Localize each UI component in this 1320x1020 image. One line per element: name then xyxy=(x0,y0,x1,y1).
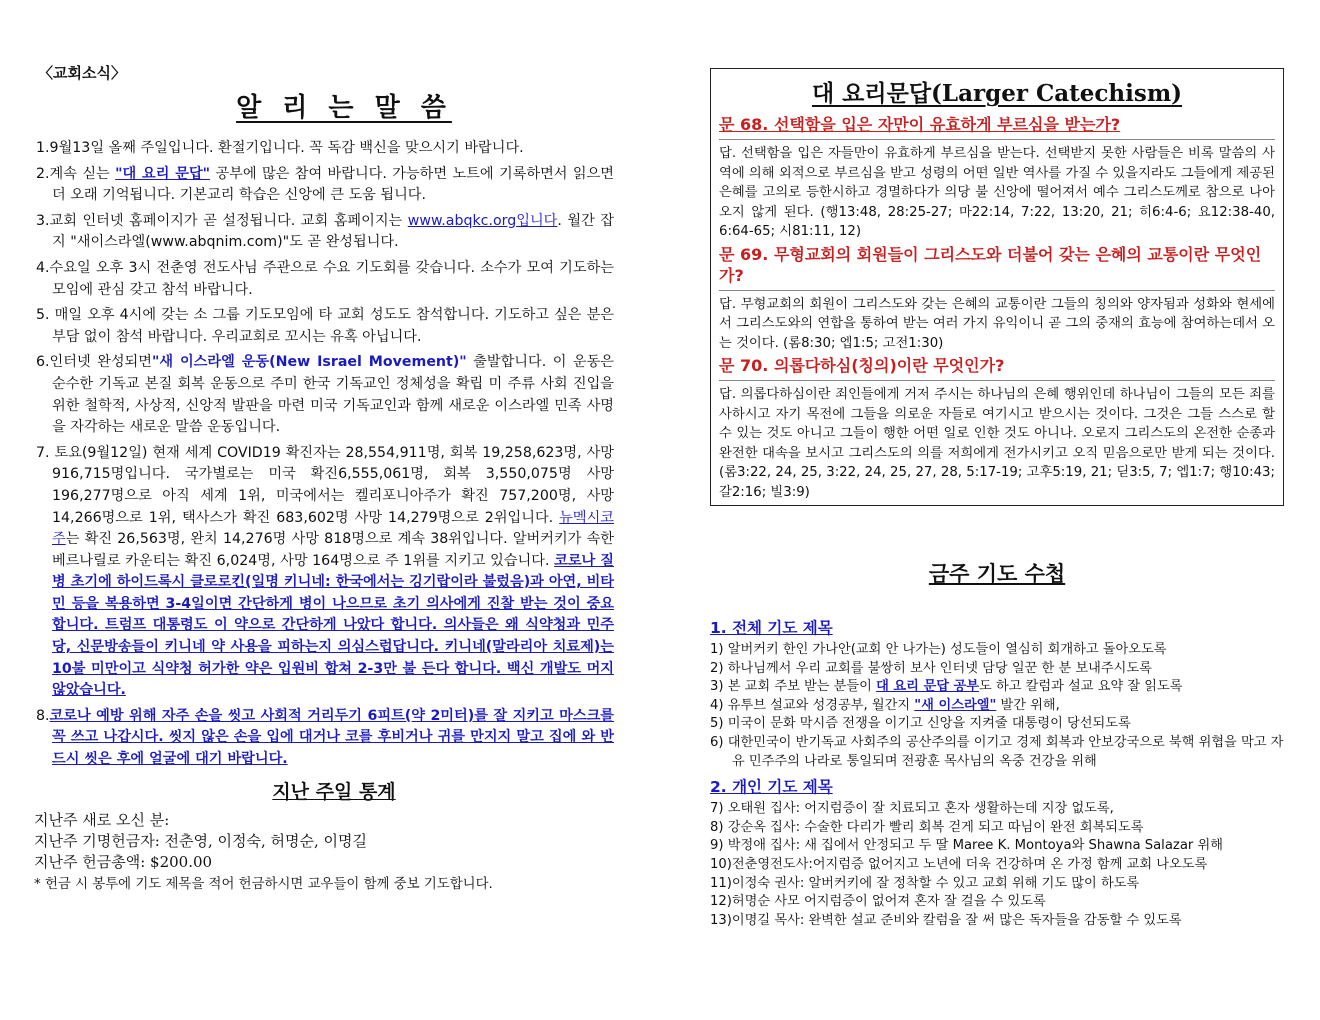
catechism-title: 대 요리문답(Larger Catechism) xyxy=(811,80,1183,107)
notice-item: 4.수요일 오후 3시 전춘영 전도사님 주관으로 수요 기도회를 갖습니다. 소수가 모여 기도하는 모임에 관심 갖고 참석 바랍니다. xyxy=(36,259,615,298)
movement-highlight: "새 이스라엘 운동(New Israel Movement)" xyxy=(151,354,467,371)
question-70: 문 70. 의롭다하심(칭의)이란 무엇인가? xyxy=(719,356,1005,375)
answer-70: 답. 의롭다하심이란 죄인들에게 거저 주시는 하나님의 은혜 행위인데 하나님이 그들의 모든 죄를 사하시고 자기 목전에 그들을 의로운 자들로 여기시고 받으시는 것이다. 그것은 그들 스스로 할 수 있는 것도 아니고 그들이 행한 어떤 일로 인한 것도 아니나. 오로지 그리스도의 온전한 순종과 완전한 대속을 보시고 그리스도의 의를 저희에게 전가시키고 오직 믿음으로만 받게 되는 것이다. (롬3:22, 24, 25, 3:22, 24, 25, 27, 28, 5:17-19; 고후5:19, 21; 딛3:5, 7; 엡1:7; 행10:43; 갈2:16; 빌3:9) xyxy=(719,380,1275,502)
covid-treatment-highlight: 코로나 질병 초기에 하이드록시 클로로킨(일명 키니네: 한국에서는 깅기랍이라 불렀음)과 아연, 비타민 등을 복용하면 3-4일이면 간단하게 병이 나으므로 초기 의사에게 진찰 받는 것이 중요합니다. 트럼프 대통령도 이 약으로 간단하게 나았다 합니다. 의사들은 왜 식약청과 민주당, 신문방송들이 키니네 약 사용을 피하는지 의심스럽답니다. 키니네(말라리아 치료제)는 10불 미만이고 식약청 허가한 약은 입원비 합쳐 2-3만 불 든다 합니다. 백신 개발도 머지 않았습니다. xyxy=(52,552,614,699)
answer-69: 답. 무형교회의 회원이 그리스도와 갖는 은혜의 교통이란 그들의 칭의와 양자됨과 성화와 현세에서 그리스도와의 연합을 통하여 받는 여러 가지 유익이니 곧 그의 중재의 효능에 참여하는데서 오는 것이다. (롬8:30; 엡1:5; 고전1:30) xyxy=(719,290,1275,354)
stat-line: 지난주 헌금총액: $200.00 xyxy=(34,852,213,871)
catechism-highlight: "대 요리 문답" xyxy=(115,165,211,182)
prayer-item: 8) 강순옥 집사: 수술한 다리가 빨리 회복 걷게 되고 따님이 완전 회복되도록 xyxy=(710,819,1144,835)
notice-item: 2.계속 싣는 "대 요리 문답" 공부에 많은 참여 바랍니다. 가능하면 노트에 기록하면서 읽으면 더 오래 기억됩니다. 기본교리 학습은 신앙에 큰 도움 됩니다. xyxy=(36,165,614,204)
stat-line: 지난주 새로 오신 분: xyxy=(34,810,170,829)
prayer-item: 6) 대한민국이 반기독교 사회주의 공산주의를 이기고 경제 회복과 안보강국으로 북핵 위협을 막고 자유 민주주의 나라로 통일되며 전광훈 목사님의 옥중 건강을 위해 xyxy=(710,734,1284,769)
prayer-item: 2) 하나님께서 우리 교회를 불쌍히 보사 인터넷 담당 일꾼 한 분 보내주시도록 xyxy=(710,660,1152,676)
prayer-item: 5) 미국이 문화 막시즘 전쟁을 이기고 신앙을 지켜줄 대통령이 당선되도록 xyxy=(710,716,1131,732)
catechism-box xyxy=(710,68,1284,506)
section-general-prayer-title: 1. 전체 기도 제목 xyxy=(710,619,833,637)
question-68: 문 68. 선택함을 입은 자만이 유효하게 부르심을 받는가? xyxy=(719,115,1121,134)
stats-note: * 헌금 시 봉투에 기도 제목을 적어 헌금하시면 교우들이 함께 중보 기도합니다. xyxy=(34,876,493,892)
prayer-item: 1) 알버커키 한인 가나안(교회 안 나가는) 성도들이 열심히 회개하고 돌아오도록 xyxy=(710,642,1167,657)
notice-item: 6.인터넷 완성되면"새 이스라엘 운동(New Israel Movement)" 출발합니다. 이 운동은 순수한 기독교 본질 회복 운동으로 주미 한국 기독교인 정체성을 확립 미 주류 사회 진입을 위한 철학적, 사상적, 신앙적 발판을 마련 미국 기독교인과 함께 새로운 이스라엘 민족 사명을 자각하는 새로운 말씀 운동입니다. xyxy=(36,354,614,436)
prayer-item: 3) 본 교회 주보 받는 분들이 대 요리 문답 공부도 하고 칼럼과 설교 요약 잘 읽도록 xyxy=(710,679,1183,695)
notice-item: 8.코로나 예방 위해 자주 손을 씻고 사회적 거리두기 6피트(약 2미터)를 잘 지키고 마스크를 꼭 쓰고 나갑시다. 씻지 않은 손을 입에 대거나 코를 후비거나 귀를 만지지 말고 집에 와 반드시 씻은 후에 얼굴에 대기 바랍니다. xyxy=(36,707,614,768)
prayer-item: 11)이정숙 권사: 알버커키에 잘 정착할 수 있고 교회 위해 기도 많이 하도록 xyxy=(710,875,1140,891)
prevention-highlight: 코로나 예방 위해 자주 손을 씻고 사회적 거리두기 6피트(약 2미터)를 잘 지키고 마스크를 꼭 쓰고 나갑시다. 씻지 않은 손을 입에 대거나 코를 후비거나 귀를 만지지 말고 집에 와 반드시 씻은 후에 얼굴에 대기 바랍니다. xyxy=(49,707,614,768)
prayer-item: 12)허명순 사모 어지럼증이 없어져 혼자 잘 걸을 수 있도록 xyxy=(710,894,1046,910)
stats-title: 지난 주일 통계 xyxy=(272,780,396,803)
new-mexico-link[interactable]: 뉴멕시코주 xyxy=(52,509,614,548)
notice-item: 3.교회 인터넷 홈페이지가 곧 설정됩니다. 교회 홈페이지는 www.abqkc.org입니다. 월간 잡지 "새이스라엘(www.abqnim.com)"도 곧 완성됩니다. xyxy=(36,212,614,251)
homepage-link[interactable]: www.abqkc.org입니다 xyxy=(407,212,558,229)
section-personal-prayer-title: 2. 개인 기도 제목 xyxy=(710,778,833,797)
right-column xyxy=(710,68,1284,930)
prayer-item: 4) 유투브 설교와 성경공부, 월간지 "새 이스라엘" 발간 위해, xyxy=(710,697,1060,713)
new-israel-highlight: "새 이스라엘" xyxy=(914,697,997,713)
answer-68: 답. 선택함을 입은 자들만이 유효하게 부르심을 받는다. 선택받지 못한 사람들은 비록 말씀의 사역에 의해 외적으로 부르심을 받고 성령의 어떤 일반 역사를 가질 수 있을지라도 그들에게 제공된 은혜를 고의로 등한시하고 경멸하다가 의당 불 신앙에 떨어져서 예수 그리스도께로 참으로 나아오지 않게 된다. (행13:48, 28:25-27; 마22:14, 7:22, 13:20, 21; 히6:4-6; 요12:38-40, 6:64-65; 시81:11, 12) xyxy=(719,139,1275,242)
prayer-item: 10)전춘영전도사:어지럼증 없어지고 노년에 더욱 건강하며 온 가정 함께 교회 나오도록 xyxy=(710,856,1208,872)
catechism-study-highlight: 대 요리 문답 공부 xyxy=(876,679,980,695)
church-news-tag: 〈교회소식〉 xyxy=(38,64,126,82)
announcements-title: 알 리 는 말 씀 xyxy=(236,93,452,123)
left-column xyxy=(34,62,614,895)
prayer-item: 9) 박정애 집사: 새 집에서 안정되고 두 딸 Maree K. Montoya와 Shawna Salazar 위해 xyxy=(710,838,1224,854)
question-69: 문 69. 무형교회의 회원들이 그리스도와 더불어 갖는 은혜의 교통이란 무엇인가? xyxy=(719,244,1262,285)
notice-item: 5. 매일 오후 4시에 갖는 소 그룹 기도모임에 타 교회 성도도 참석합니다. 기도하고 싶은 분은 부담 없이 참석 바랍니다. 우리교회로 꼬시는 유혹 아닙니다. xyxy=(36,307,614,345)
notice-item: 7. 토요(9월12일) 현재 세계 COVID19 확진자는 28,554,911명, 회복 19,258,623명, 사망 916,715명입니다. 국가별로는 미국 확진6,555,061명, 회복 3,550,075명 사망 196,277명으로 아직 세계 1위, 미국에서는 켈리포니아주가 확진 757,200명, 사망 14,266명으로 1위, 택사스가 확진 683,602명 사망 14,279명으로 2위입니다. 뉴멕시코주는 확진 26,563명, 완치 14,276명 사망 818명으로 계속 38위입니다. 알버커키가 속한 베르나릴로 카운티는 확진 6,024명, 사망 164명으로 주 1위를 지키고 있습니다. 코로나 질병 초기에 하이드록시 클로로킨(일명 키니네: 한국에서는 깅기랍이라 불렀음)과 아연, 비타민 등을 복용하면 3-4일이면 간단하게 병이 나으므로 초기 의사에게 진찰 받는 것이 중요합니다. 트럼프 대통령도 이 약으로 간단하게 나았다 합니다. 의사들은 왜 식약청과 민주당, 신문방송들이 키니네 약 사용을 피하는지 의심스럽답니다. 키니네(말라리아 치료제)는 10불 미만이고 식약청 허가한 약은 입원비 합쳐 2-3만 불 든다 합니다. 백신 개발도 머지 않았습니다. xyxy=(36,444,614,699)
prayer-item: 7) 오태원 집사: 어지럼증이 잘 치료되고 혼자 생활하는데 지장 없도록, xyxy=(710,801,1114,817)
prayer-item: 13)이명길 목사: 완벽한 설교 준비와 칼럼을 잘 써 많은 독자들을 감동할 수 있도록 xyxy=(710,912,1182,928)
stat-line: 지난주 기명헌금자: 전춘영, 이정숙, 허명순, 이명길 xyxy=(34,831,368,850)
notice-item: 1.9월13일 올째 주일입니다. 환절기입니다. 꼭 독감 백신을 맞으시기 바랍니다. xyxy=(36,140,524,156)
prayer-title: 금주 기도 수첩 xyxy=(928,561,1066,586)
